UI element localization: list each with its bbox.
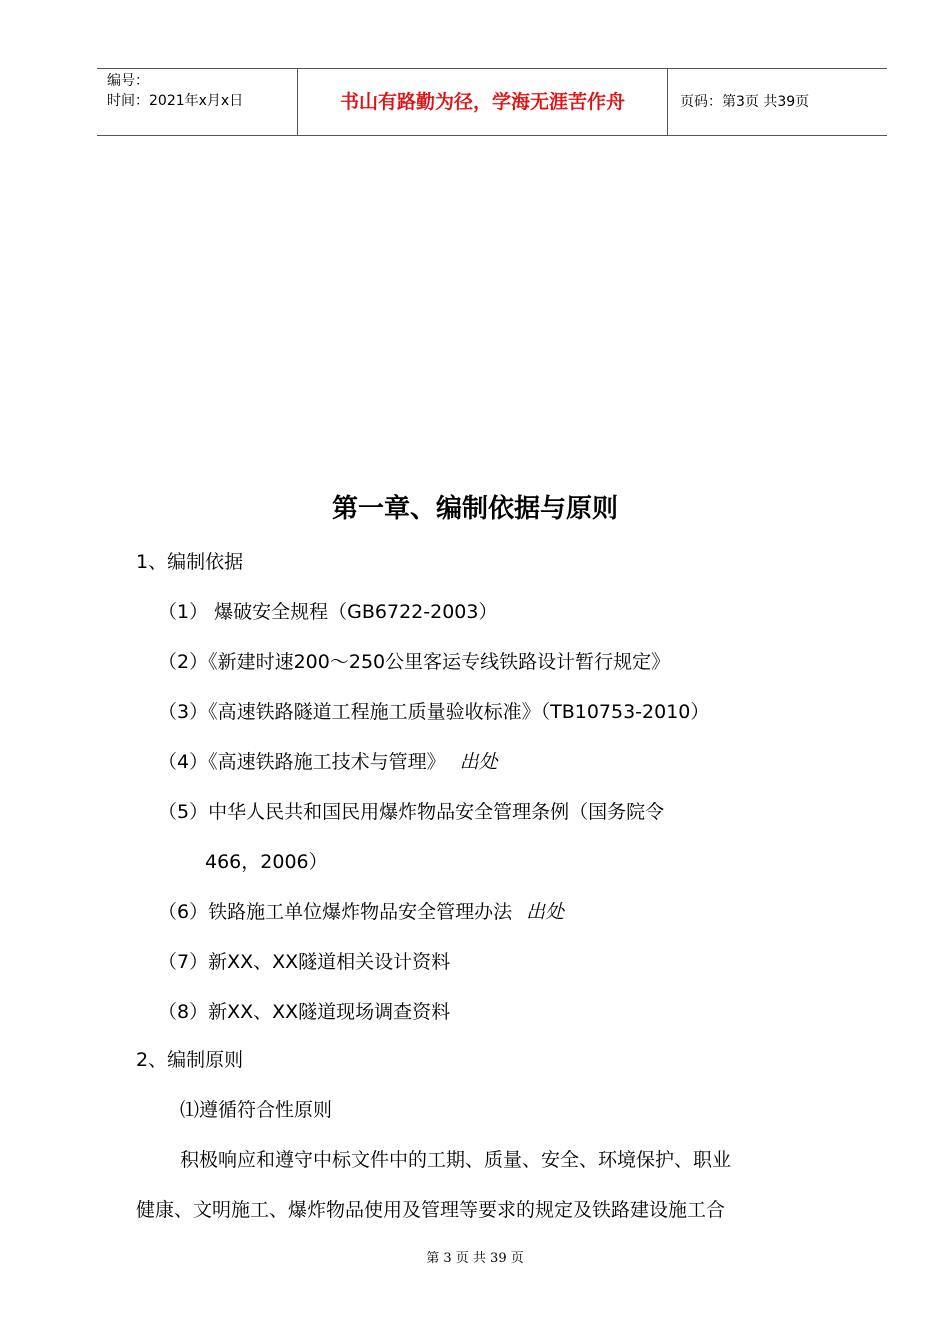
subsection-heading: ⑴遵循符合性原则 (180, 1099, 333, 1121)
item-text: 《新建时速200～250公里客运专线铁路设计暂行规定》 (208, 651, 671, 673)
list-item (158, 947, 450, 974)
item-number: （4） (158, 751, 209, 773)
paragraph-line: 积极响应和遵守中标文件中的工期、质量、安全、环境保护、职业 (180, 1149, 732, 1171)
item-note: 出处 (459, 751, 498, 773)
page-header (97, 68, 887, 136)
section-heading: 2、编制原则 (136, 1049, 244, 1071)
paragraph-line: 健康、文明施工、爆炸物品使用及管理等要求的规定及铁路建设施工合 (136, 1199, 726, 1221)
serial-label: 编号： (107, 73, 149, 89)
item-text: 铁路施工单位爆炸物品安全管理办法 (208, 901, 513, 923)
item-number: （6） (158, 901, 209, 923)
time-label: 时间：2021年x月x日 (107, 93, 244, 109)
item-number: （5） (158, 801, 209, 823)
item-note: 出处 (526, 901, 565, 923)
item-text: 爆破安全规程（GB6722-2003） (208, 601, 498, 623)
list-item (158, 647, 670, 674)
list-item (158, 597, 497, 624)
item-text: 中华人民共和国民用爆炸物品安全管理条例（国务院令 (208, 801, 665, 823)
list-item (158, 747, 498, 774)
item-number: （3） (158, 701, 209, 723)
chapter-title: 第一章、编制依据与原则 (331, 494, 618, 524)
list-item (158, 897, 564, 924)
page-footer: 第 3 页 共 39 页 (426, 1251, 524, 1266)
header-page-info: 页码：第3页 共39页 (680, 94, 810, 110)
item-number: （1） (158, 601, 209, 623)
section-heading: 1、编制依据 (136, 551, 244, 573)
list-item-continuation (205, 847, 328, 874)
item-number: （2） (158, 651, 209, 673)
list-item (158, 697, 709, 724)
list-item (158, 797, 664, 824)
item-text: 《高速铁路隧道工程施工质量验收标准》（TB10753-2010） (208, 701, 710, 723)
list-item (158, 997, 450, 1024)
item-text: 《高速铁路施工技术与管理》 (208, 751, 446, 773)
item-number: （7） (158, 951, 209, 973)
header-motto: 书山有路勤为径，学海无涯苦作舟 (298, 69, 668, 135)
item-text: 466，2006） (205, 851, 328, 873)
item-text: 新XX、XX隧道现场调查资料 (208, 1001, 451, 1023)
item-number: （8） (158, 1001, 209, 1023)
item-text: 新XX、XX隧道相关设计资料 (208, 951, 451, 973)
header-meta (97, 69, 298, 135)
